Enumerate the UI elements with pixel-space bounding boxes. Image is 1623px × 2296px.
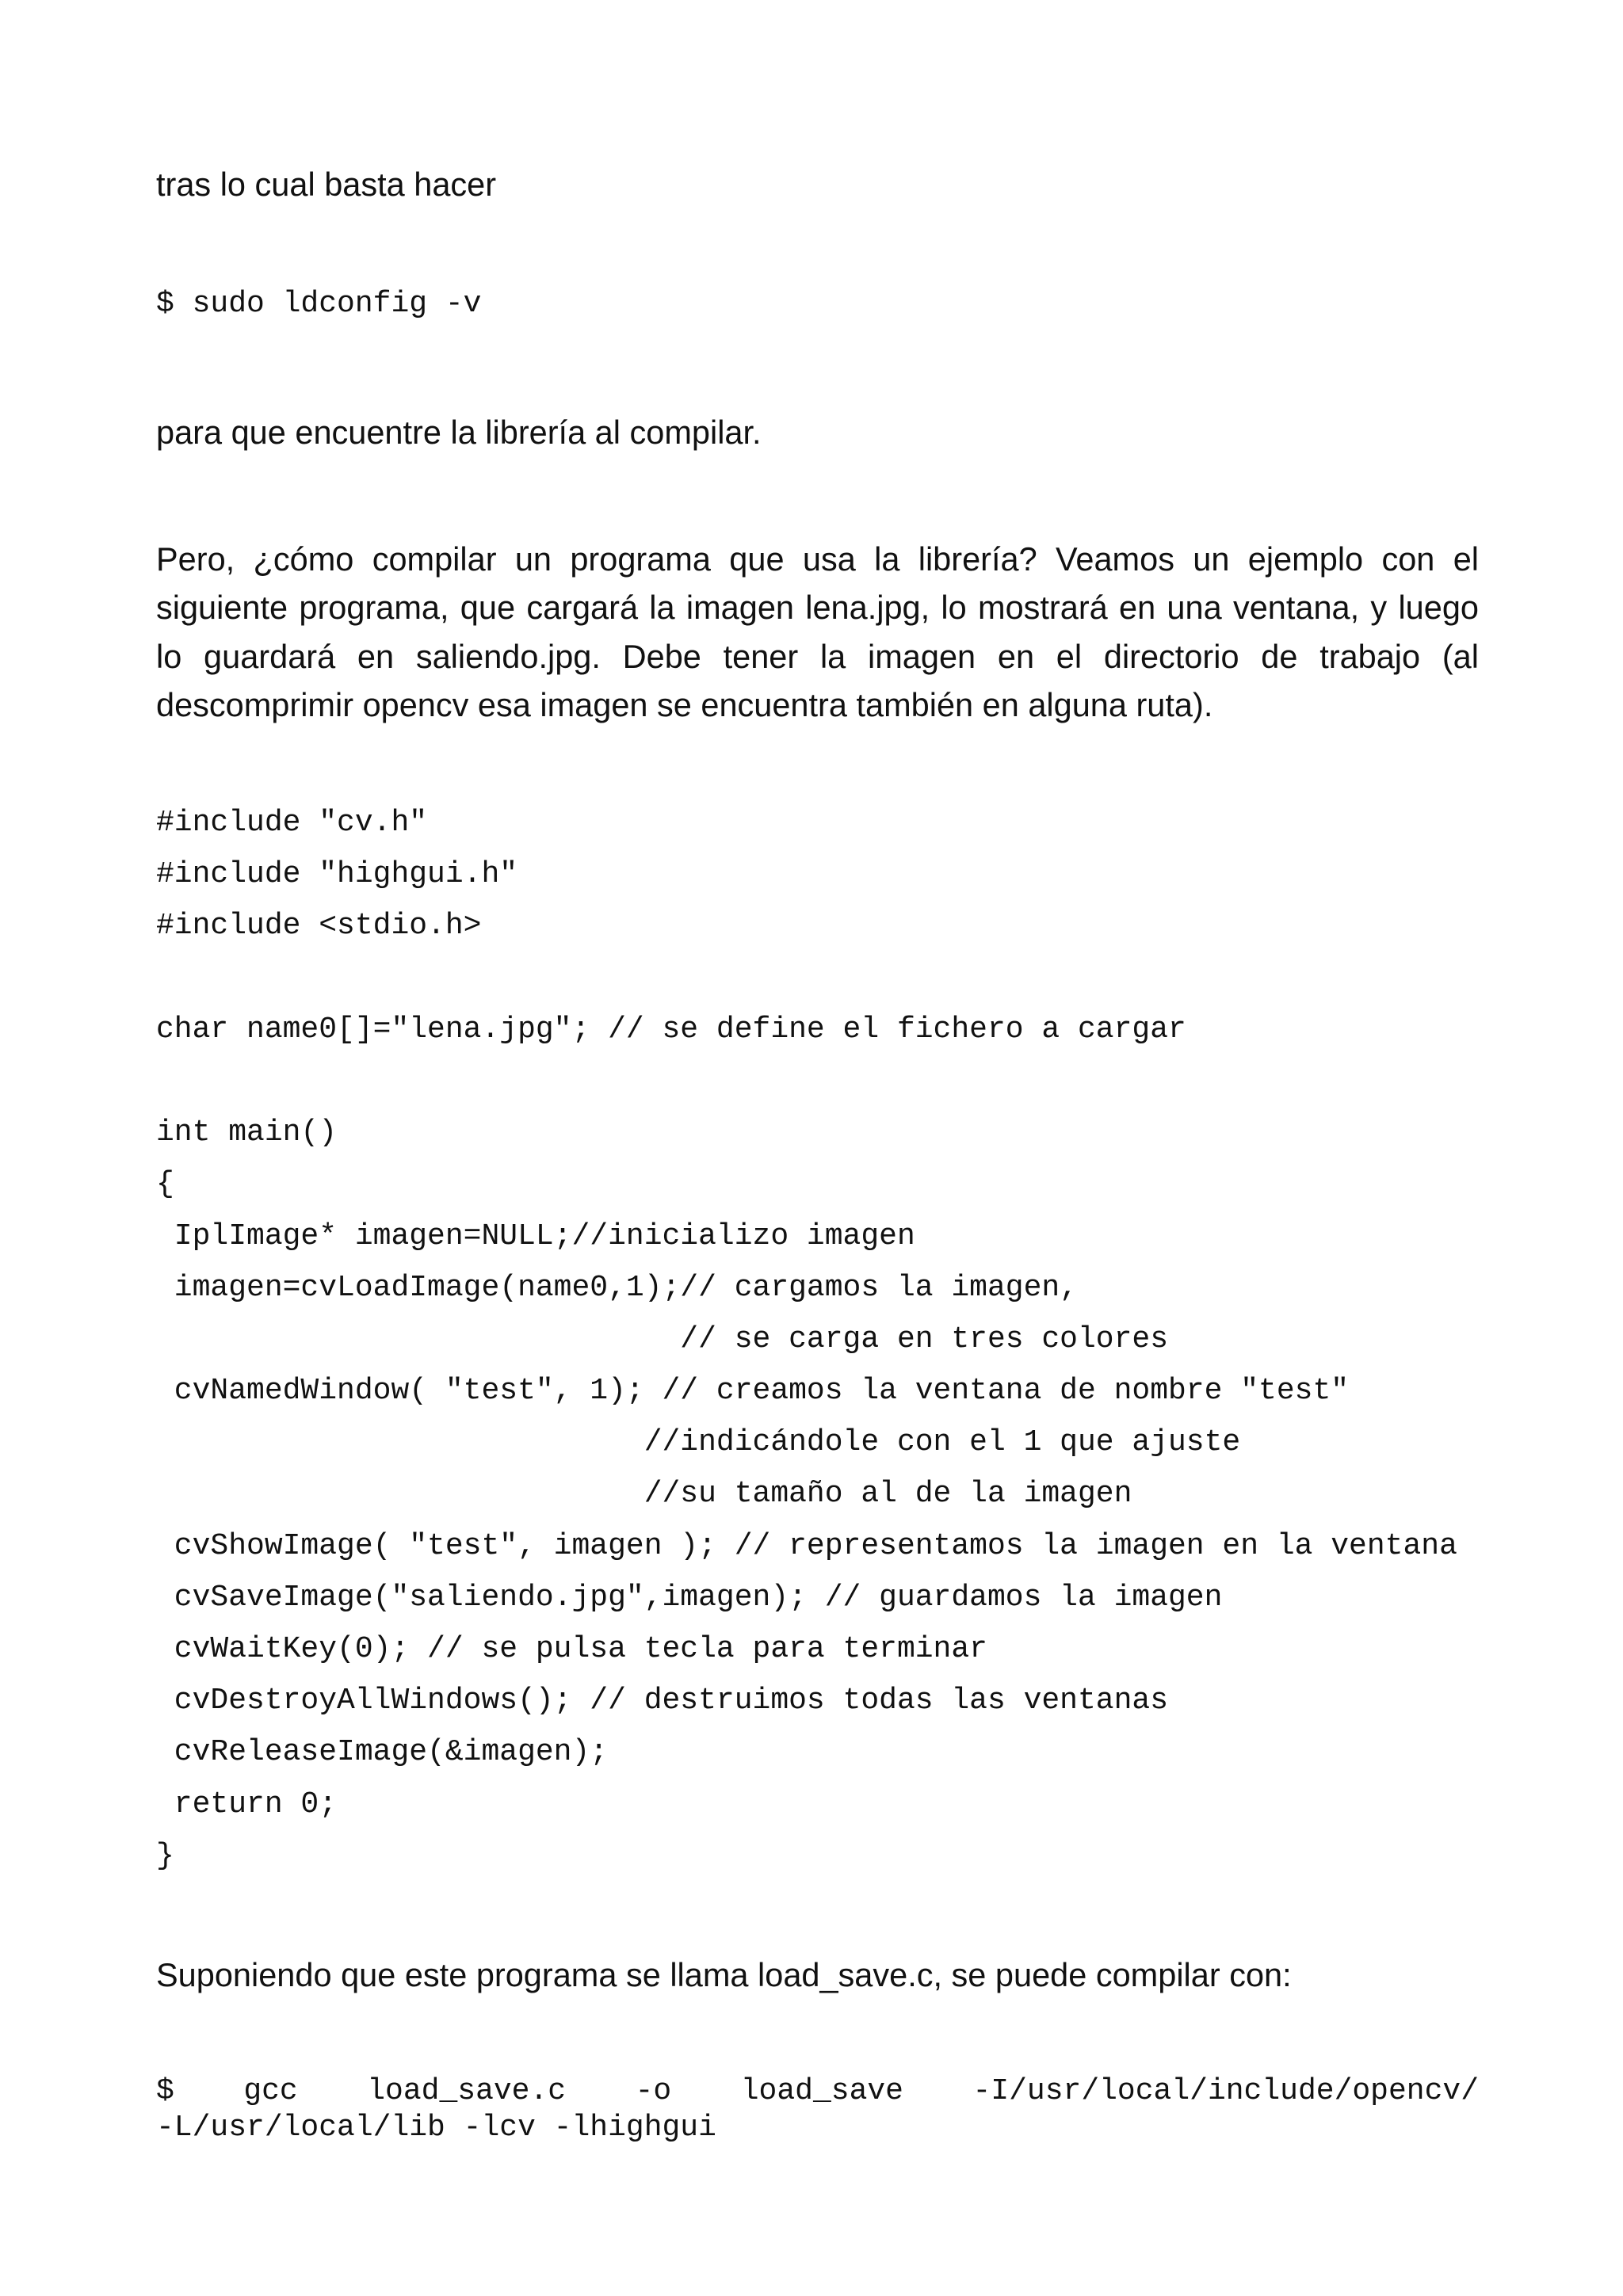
code-line: int main() bbox=[156, 1116, 338, 1150]
code-line: #include "highgui.h" bbox=[156, 857, 518, 892]
code-line: //su tamaño al de la imagen bbox=[156, 1477, 1132, 1512]
example-paragraph bbox=[156, 535, 1479, 730]
code-line: #include <stdio.h> bbox=[156, 909, 482, 944]
ldconfig-command: $ sudo ldconfig -v bbox=[156, 287, 482, 321]
code-line: // se carga en tres colores bbox=[156, 1322, 1169, 1356]
code-line: cvSaveImage("saliendo.jpg",imagen); // guardamos la imagen bbox=[156, 1580, 1223, 1615]
compile-command-line: -L/usr/local/lib -lcv -lhighgui bbox=[156, 2111, 716, 2145]
code-line: char name0[]="lena.jpg"; // se define el fichero a cargar bbox=[156, 1012, 1186, 1047]
paragraph-line: Pero, ¿cómo compilar un programa que usa la librería? Veamos un ejemplo con el bbox=[156, 540, 1479, 578]
code-line: cvNamedWindow( "test", 1); // creamos la ventana de nombre "test" bbox=[156, 1374, 1350, 1409]
code-line: { bbox=[156, 1167, 174, 1202]
code-line: cvReleaseImage(&imagen); bbox=[156, 1735, 609, 1770]
code-line: IplImage* imagen=NULL;//inicializo imagen bbox=[156, 1219, 915, 1253]
code-line: } bbox=[156, 1838, 174, 1873]
compile-command bbox=[156, 2073, 1479, 2146]
compile-note: Suponiendo que este programa se llama load_save.c, se puede compilar con: bbox=[156, 1956, 1292, 1993]
paragraph-line: descomprimir opencv esa imagen se encuentra también en alguna ruta). bbox=[156, 686, 1213, 724]
paragraph-line: siguiente programa, que cargará la imagen lena.jpg, lo mostrará en una ventana, y luego bbox=[156, 589, 1479, 627]
code-listing bbox=[156, 797, 1479, 1882]
code-line: cvWaitKey(0); // se pulsa tecla para terminar bbox=[156, 1632, 987, 1666]
intro-text: tras lo cual basta hacer bbox=[156, 166, 497, 203]
ldconfig-note: para que encuentre la librería al compilar. bbox=[156, 414, 762, 451]
code-line: return 0; bbox=[156, 1787, 338, 1821]
paragraph-line: lo guardará en saliendo.jpg. Debe tener la imagen en el directorio de trabajo (al bbox=[156, 637, 1479, 675]
code-line bbox=[156, 952, 1479, 1004]
compile-command-line: $ gcc load_save.c -o load_save -I/usr/local/include/opencv/ bbox=[156, 2074, 1479, 2108]
code-line: //indicándole con el 1 que ajuste bbox=[156, 1425, 1241, 1460]
code-line: #include "cv.h" bbox=[156, 806, 428, 840]
code-line bbox=[156, 1055, 1479, 1107]
code-line: cvDestroyAllWindows(); // destruimos todas las ventanas bbox=[156, 1684, 1169, 1718]
code-line: cvShowImage( "test", imagen ); // representamos la imagen en la ventana bbox=[156, 1528, 1457, 1563]
code-line: imagen=cvLoadImage(name0,1);// cargamos la imagen, bbox=[156, 1270, 1078, 1305]
